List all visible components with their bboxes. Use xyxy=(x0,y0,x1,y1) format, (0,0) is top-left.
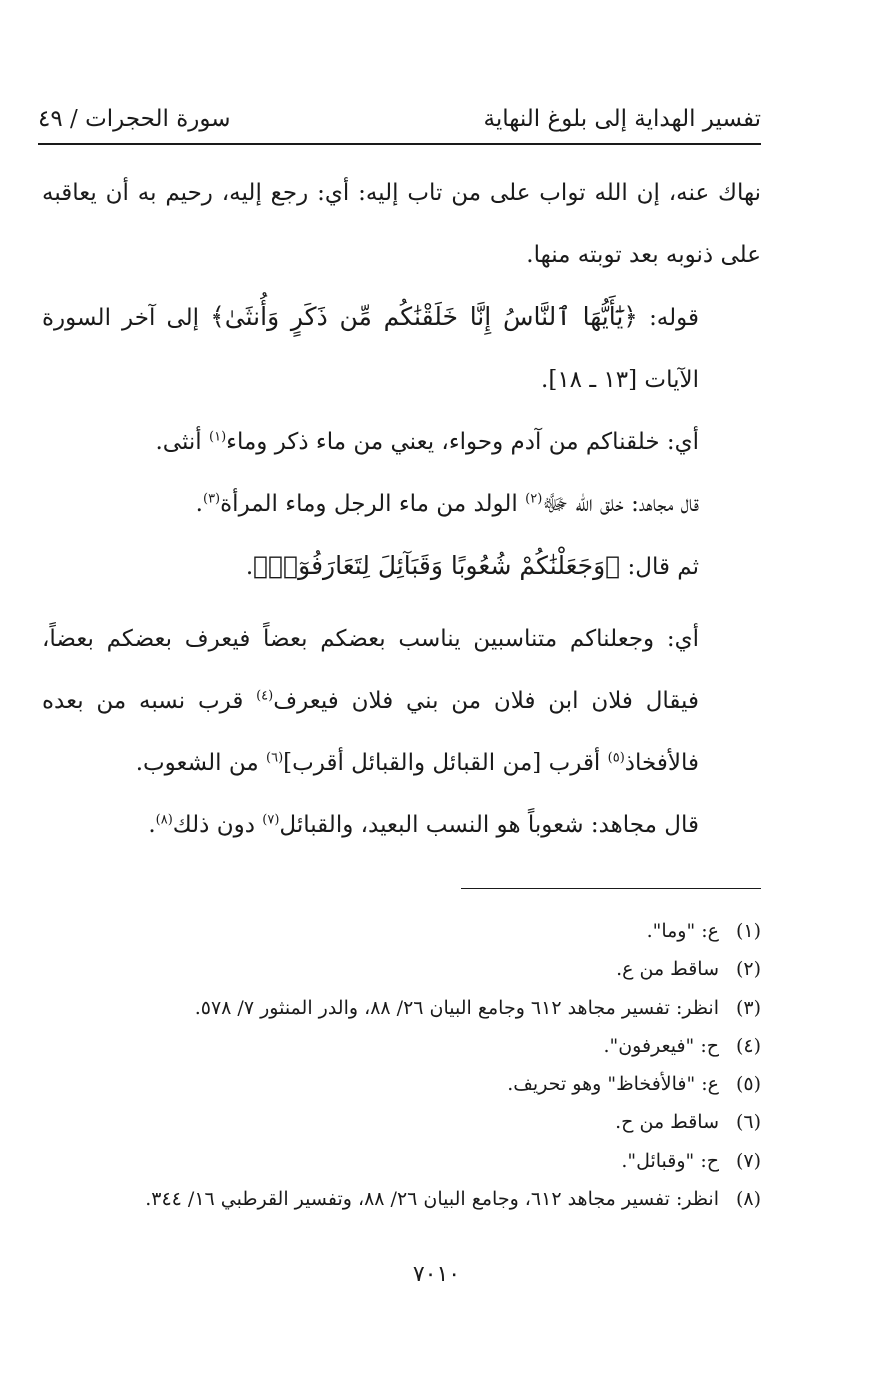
footnote-number: (٦) xyxy=(735,1111,761,1134)
paragraph-text: قال مجاهد: خلق الله ﷻ xyxy=(542,491,699,517)
surah-label: سورة الحجرات / ٤٩ xyxy=(38,106,231,132)
footnote-ref: (٣) xyxy=(202,491,221,507)
footnote-ref: (٢) xyxy=(525,491,543,507)
paragraph-text: . xyxy=(148,812,156,838)
paragraph-text: قرب نسبه من بعده فالأفخاذ xyxy=(42,688,699,776)
paragraph-text: من الشعوب. xyxy=(135,750,259,776)
footnote-ref: (٤) xyxy=(256,688,274,704)
footnotes xyxy=(60,912,761,1218)
footnote-ref: (٨) xyxy=(155,812,173,828)
footnote-item xyxy=(60,1180,761,1218)
footnote-ref: (٥) xyxy=(607,750,625,766)
footnote-text: ح: "فيعرفون". xyxy=(603,1034,719,1057)
verse-range: إلى آخر السورة الآيات [١٣ ـ ١٨]. xyxy=(42,305,699,393)
paragraph-text: أنثى. xyxy=(155,429,202,455)
paragraph-5 xyxy=(42,535,761,598)
footnote-item xyxy=(60,950,761,988)
footnote-text: انظر: تفسير مجاهد ٦١٢ وجامع البيان ٢٦/ ٨٨، والدر المنثور ٧/ ٥٧٨. xyxy=(194,996,719,1019)
footnote-number: (٤) xyxy=(735,1034,761,1057)
footnote-item xyxy=(60,912,761,950)
paragraph-4 xyxy=(42,473,761,535)
footnote-text: ساقط من ع. xyxy=(616,958,719,981)
paragraph-2 xyxy=(42,286,761,411)
footnote-item xyxy=(60,1027,761,1065)
paragraph-1 xyxy=(42,162,761,286)
paragraph-text: دون ذلك xyxy=(172,812,255,838)
lead-in: ثم قال: xyxy=(627,554,699,580)
main-text xyxy=(42,162,761,856)
lead-in: قوله: xyxy=(649,305,700,331)
paragraph-text: قال مجاهد: شعوباً هو النسب البعيد، والقبائل xyxy=(279,812,699,838)
footnote-ref: (٧) xyxy=(262,812,280,828)
footnote-number: (٢) xyxy=(735,958,761,981)
footnote-number: (١) xyxy=(735,920,761,942)
footnote-item xyxy=(60,989,761,1027)
footnote-text: انظر: تفسير مجاهد ٦١٢، وجامع البيان ٢٦/ ٨٨، وتفسير القرطبي ١٦/ ٣٤٤. xyxy=(145,1188,719,1211)
paragraph-text: أي: خلقناكم من آدم وحواء، يعني من ماء ذكر وماء xyxy=(226,429,699,455)
footnote-text: ع: "فالأفخاظ" وهو تحريف. xyxy=(507,1073,719,1096)
footnote-text: ساقط من ح. xyxy=(615,1111,719,1134)
footnote-number: (٨) xyxy=(735,1188,761,1211)
footnote-number: (٥) xyxy=(735,1073,761,1096)
quran-verse: ﴿يَٰٓأَيُّهَا ٱلنَّاسُ إِنَّا خَلَقْنَٰكُم مِّن ذَكَرٍ وَأُنثَىٰ﴾ xyxy=(210,302,638,331)
footnote-text: ح: "وقبائل". xyxy=(621,1149,719,1172)
paragraph-text: . xyxy=(195,491,203,517)
paragraph-3 xyxy=(42,411,761,473)
quran-verse: ﴿وَجَعَلْنَٰكُمْ شُعُوبًا وَقَبَآئِلَ لِتَعَارَفُوٓا۟﴾ xyxy=(253,551,621,580)
footnote-number: (٣) xyxy=(735,996,761,1019)
paragraph-text: أقرب [من القبائل والقبائل أقرب] xyxy=(283,750,601,776)
paragraph-7 xyxy=(42,794,761,856)
paragraph-6 xyxy=(42,608,761,794)
footnote-text: ع: "وما". xyxy=(646,920,719,942)
running-header xyxy=(38,88,761,134)
paragraph-text: أي: وجعلناكم متناسبين يناسب بعضكم بعضاً فيعرف بعضكم بعضاً، فيقال فلان ابن فلان من بني فلان فيعرف xyxy=(42,626,699,714)
paragraph-text: . xyxy=(245,554,254,580)
footnote-item xyxy=(60,1065,761,1103)
footnote-number: (٧) xyxy=(735,1149,761,1172)
paragraph-text: الولد من ماء الرجل وماء المرأة xyxy=(220,491,518,517)
paragraph-text: نهاك عنه، إن الله تواب على من تاب إليه: أي: رجع إليه، رحيم به أن يعاقبه على ذنوبه بعد توبته منها. xyxy=(42,180,761,268)
footnote-ref: (١) xyxy=(209,429,227,445)
footnote-divider xyxy=(461,888,761,889)
footnote-ref: (٦) xyxy=(266,750,284,766)
footnote-item xyxy=(60,1142,761,1180)
book-title: تفسير الهداية إلى بلوغ النهاية xyxy=(483,106,761,132)
footnote-item xyxy=(60,1103,761,1141)
page-number: ٧٠١٠ xyxy=(412,1262,461,1287)
header-divider xyxy=(38,143,761,145)
